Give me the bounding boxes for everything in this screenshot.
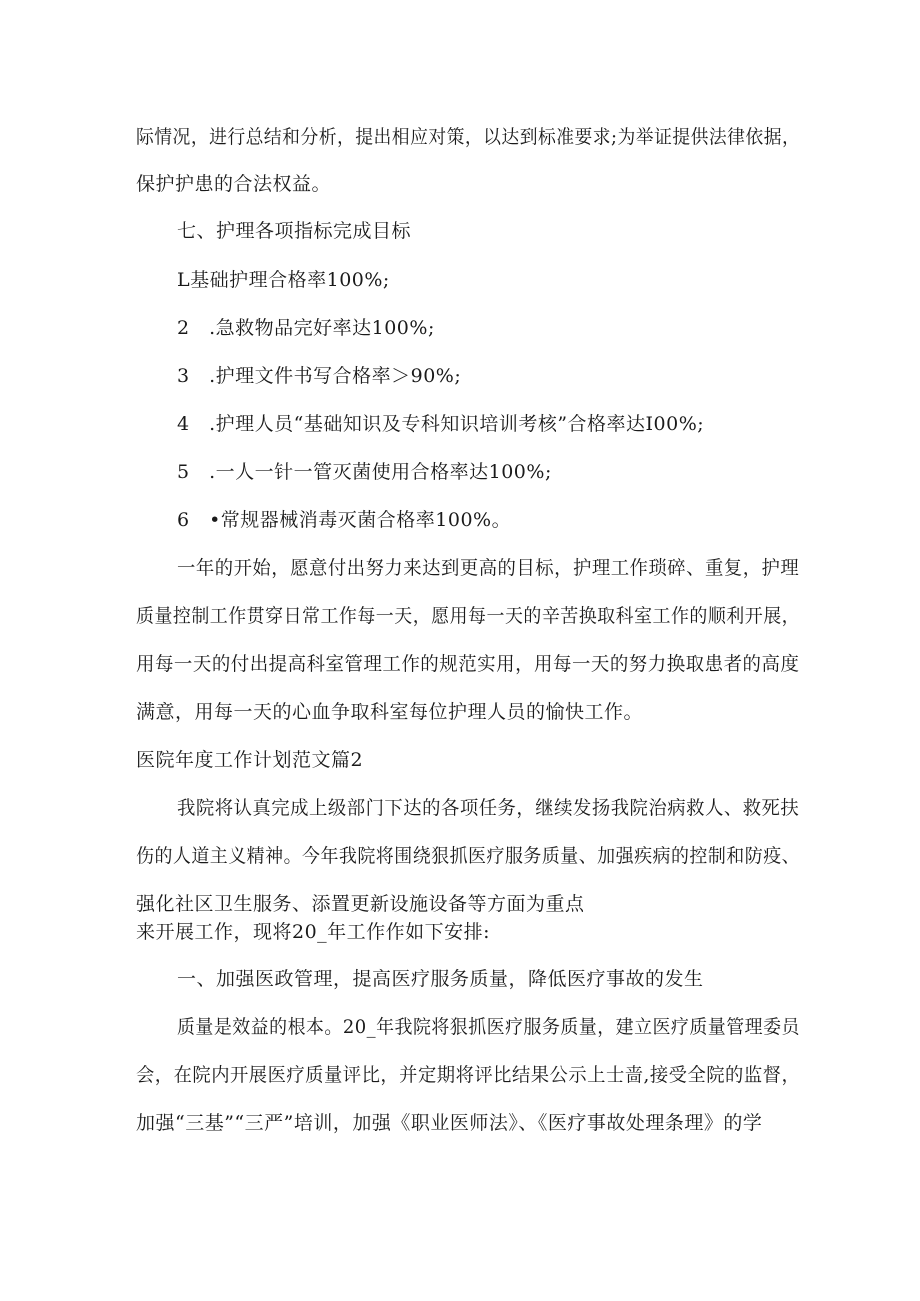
paragraph-line: 质量是效益的根本。20_年我院将狠抓医疗服务质量，建立医疗质量管理委员 (177, 1016, 800, 1038)
list-item: 3 .护理文件书写合格率＞90%; (177, 365, 462, 387)
paragraph-line: 质量控制工作贯穿日常工作每一天，愿用每一天的辛苦换取科室工作的顺利开展， (136, 605, 801, 627)
list-item: 5 .一人一针一管灭菌使用合格率达100%; (177, 461, 552, 483)
list-item: 4 .护理人员“基础知识及专科知识培训考核”合格率达I00%; (177, 413, 705, 435)
paragraph-line: 会，在院内开展医疗质量评比，并定期将评比结果公示上士啬,接受全院的监督， (136, 1064, 801, 1086)
paragraph-line: 用每一天的付出提高科室管理工作的规范实用，用每一天的努力换取患者的高度 (136, 653, 800, 675)
list-item: 6 •常规器械消毒灭菌合格率100%。 (177, 509, 512, 531)
section-heading: 七、护理各项指标完成目标 (177, 220, 412, 242)
list-item: 2 .急救物品完好率达100%; (177, 317, 435, 339)
paragraph-line: 一年的开始，愿意付出努力来达到更高的目标，护理工作琐碎、重复，护理 (177, 557, 800, 579)
section-heading: 一、加强医政管理，提高医疗服务质量，降低医疗事故的发生 (177, 968, 704, 990)
paragraph-line: 强化社区卫生服务、添置更新设施设备等方面为重点 (136, 893, 585, 915)
document-title: 医院年度工作计划范文篇2 (136, 749, 364, 771)
paragraph-line: 满意，用每一天的心血争取科室每位护理人员的愉快工作。 (136, 701, 644, 723)
list-item: L基础护理合格率100%; (177, 269, 390, 291)
paragraph-line: 我院将认真完成上级部门下达的各项任务，继续发扬我院治病救人、救死扶 (177, 797, 800, 819)
paragraph-line: 来开展工作，现将20_年工作作如下安排: (136, 921, 491, 943)
paragraph-line: 际情况，进行总结和分析，提出相应对策，以达到标准要求;为举证提供法律依据， (136, 126, 801, 148)
paragraph-line: 加强“三基”“三严”培训，加强《职业医师法》、《医疗事故处理条理》的学 (136, 1112, 763, 1134)
paragraph-line: 伤的人道主义精神。今年我院将围绕狠抓医疗服务质量、加强疾病的控制和防疫、 (136, 845, 801, 867)
paragraph-line: 保护护患的合法权益。 (136, 173, 332, 195)
